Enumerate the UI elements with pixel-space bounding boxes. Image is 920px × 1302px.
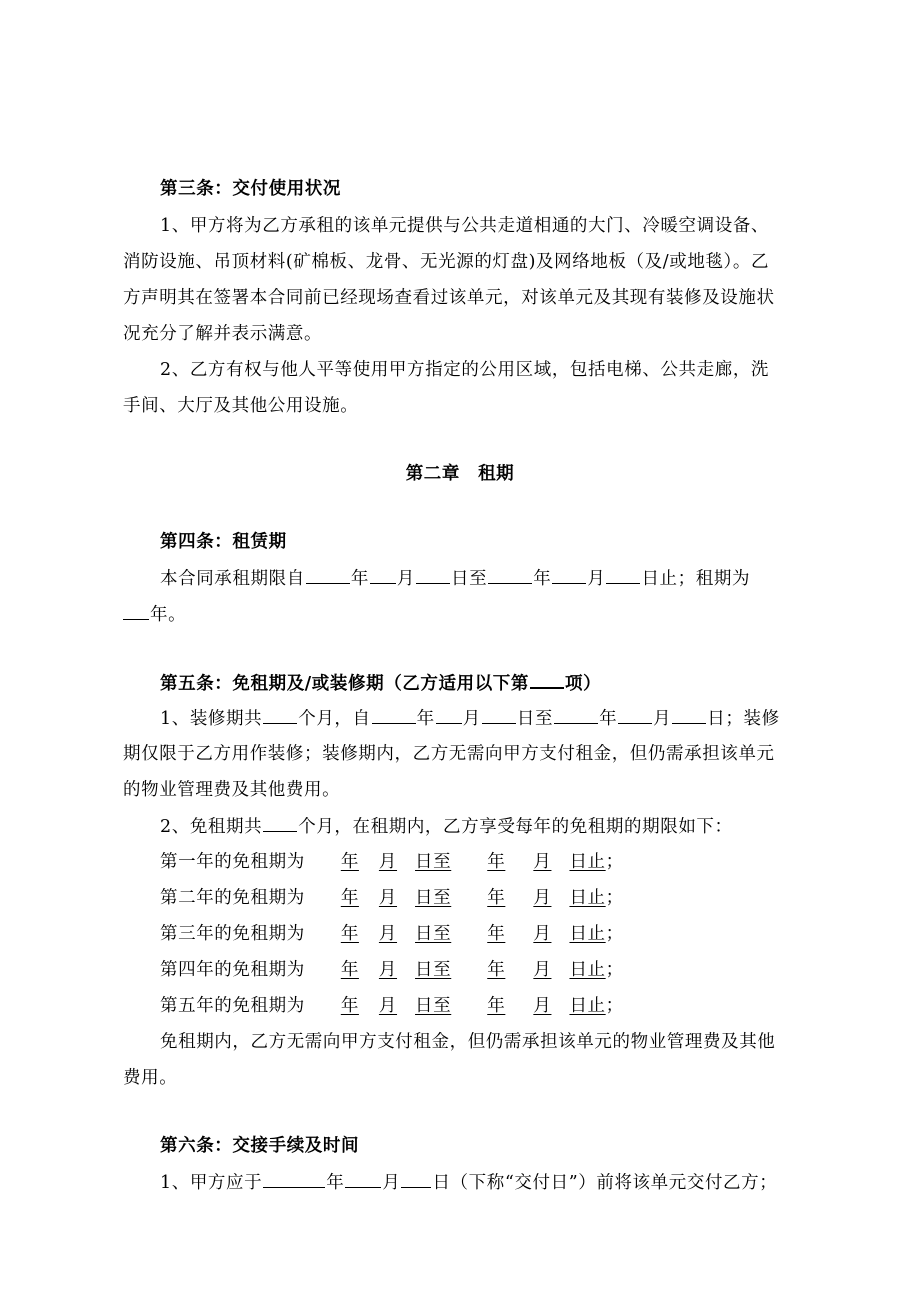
article-5-tail-line-2: 费用。 [123, 1068, 178, 1088]
article-4-line-2: 年。 [123, 602, 186, 627]
blank-day[interactable] [416, 566, 450, 584]
blank-month[interactable] [552, 566, 586, 584]
blank-day[interactable] [672, 706, 706, 724]
blank-day[interactable] [482, 706, 516, 724]
rent-free-year-2: 第二年的免租期为 年 月 日至 年 月 日止； [160, 888, 624, 908]
article-6-heading: 第六条：交接手续及时间 [160, 1136, 360, 1156]
date-range-fill[interactable]: 年 月 日至 年 月 日止 [340, 960, 606, 980]
blank-year[interactable] [263, 1170, 325, 1188]
blank-months[interactable] [263, 706, 297, 724]
article-5-para-1-line-3: 的物业管理费及其他费用。 [123, 780, 341, 800]
blank-year[interactable] [488, 566, 532, 584]
blank-year[interactable] [306, 566, 350, 584]
article-4-heading: 第四条：租赁期 [160, 532, 287, 552]
blank-month[interactable] [436, 706, 462, 724]
article-3-para-1-line-2: 消防设施、吊顶材料(矿棉板、龙骨、无光源的灯盘)及网络地板（及/或地毯）。乙 [123, 252, 770, 272]
blank-day[interactable] [401, 1170, 431, 1188]
article-6-para-1: 1、甲方应于 年 月 日（下称“交付日”）前将该单元交付乙方； [160, 1170, 777, 1195]
rent-free-year-1: 第一年的免租期为 年 月 日至 年 月 日止； [160, 852, 624, 872]
date-range-fill[interactable]: 年 月 日至 年 月 日止 [340, 888, 606, 908]
article-5-heading: 第五条：免租期及/或装修期（乙方适用以下第 项） [160, 670, 601, 696]
rent-free-year-3: 第三年的免租期为 年 月 日至 年 月 日止； [160, 924, 624, 944]
blank-month[interactable] [345, 1170, 381, 1188]
article-5-para-1-line-2: 期仅限于乙方用作装修；装修期内，乙方无需向甲方支付租金，但仍需承担该单元 [123, 744, 775, 764]
blank-month[interactable] [370, 566, 396, 584]
article-5-para-1-line-1: 1、装修期共 个月，自 年 月 日至 年 月 日；装修 [160, 706, 780, 731]
rent-free-year-5: 第五年的免租期为 年 月 日至 年 月 日止； [160, 996, 624, 1016]
blank-option-number[interactable] [530, 670, 564, 689]
chapter-title: 第二章 租期 [405, 464, 515, 484]
article-3-para-2-line-2: 手间、大厅及其他公用设施。 [123, 396, 359, 416]
blank-year[interactable] [372, 706, 416, 724]
date-range-fill[interactable]: 年 月 日至 年 月 日止 [340, 852, 606, 872]
article-3-para-1-line-1: 1、甲方将为乙方承租的该单元提供与公共走道相通的大门、冷暖空调设备、 [160, 216, 770, 236]
article-3-para-1-line-3: 方声明其在签署本合同前已经现场查看过该单元，对该单元及其现有装修及设施状 [123, 288, 775, 308]
article-3-para-2-line-1: 2、乙方有权与他人平等使用甲方指定的公用区域，包括电梯、公共走廊，洗 [160, 360, 770, 380]
article-5-para-2: 2、免租期共 个月，在租期内，乙方享受每年的免租期的期限如下： [160, 814, 733, 839]
rent-free-year-4: 第四年的免租期为 年 月 日至 年 月 日止； [160, 960, 624, 980]
blank-months[interactable] [263, 814, 297, 832]
blank-day[interactable] [606, 566, 640, 584]
date-range-fill[interactable]: 年 月 日至 年 月 日止 [340, 996, 606, 1016]
blank-year[interactable] [554, 706, 598, 724]
article-3-heading: 第三条：交付使用状况 [160, 179, 341, 199]
article-5-tail-line-1: 免租期内，乙方无需向甲方支付租金，但仍需承担该单元的物业管理费及其他 [160, 1032, 776, 1052]
blank-month[interactable] [618, 706, 652, 724]
blank-term-years[interactable] [123, 602, 149, 620]
article-3-para-1-line-4: 况充分了解并表示满意。 [123, 324, 323, 344]
date-range-fill[interactable]: 年 月 日至 年 月 日止 [340, 924, 606, 944]
article-4-line-1: 本合同承租期限自 年 月 日至 年 月 日止；租期为 [160, 566, 750, 591]
